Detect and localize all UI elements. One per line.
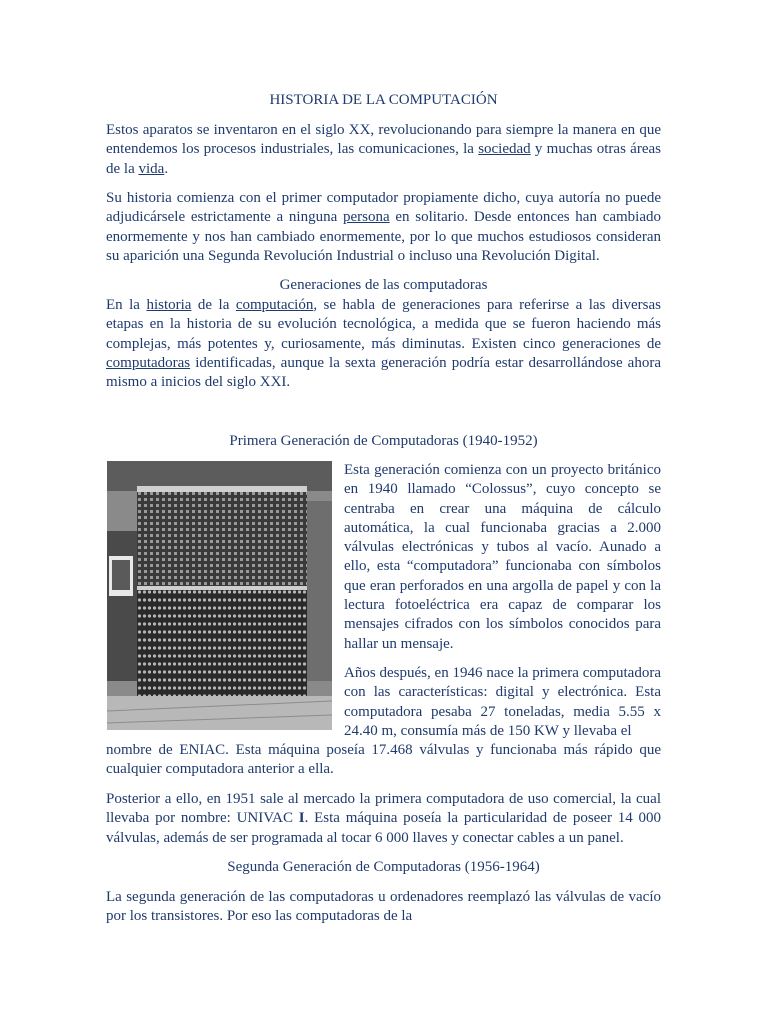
link-vida[interactable]: vida [138,160,165,177]
section-heading-primera-generacion: Primera Generación de Computadoras (1940-1952) [229,433,538,449]
text: Estos aparatos se inventaron en el siglo XX, revolucionando para siempre la manera en que entendemos los procesos industriales, las comunicaciones, la [106,122,661,158]
link-persona[interactable]: persona [342,209,390,226]
generations-paragraph [106,296,661,392]
section-heading-segunda-generacion: Segunda Generación de Computadoras (1956-1964) [227,859,540,875]
text: Posterior a ello, en 1951 sale al mercado la primera computadora de uso comercial, la cual llevaba por nombre: UNIVAC [106,791,661,827]
text: . [164,160,169,177]
link-computacion[interactable]: computación [235,297,314,313]
univac-paragraph [106,790,661,848]
text: . Esta máquina poseía la particularidad de poseer 14 000 válvulas, además de ser programada al tocar 6 000 llaves y conectar cables a un panel. [106,810,662,846]
text: identificadas, aunque la sexta generación podría estar desarrollándose ahora mismo a inicios del siglo XXI. [106,354,661,391]
colossus-paragraph: Esta generación comienza con un proyecto británico en 1940 llamado “Colossus”, cuyo concepto se centraba en crear una máquina de cálculo automática, la cual funcionaba gracias a 2.000 válvulas electrónicas y tubos al vacío. Aunado a ello, esta “computadora” funcionaba con símbolos que eran perforados en una argolla de papel y con la lectura fotoeléctrica era capaz de comparar los mensajes cifrados con los símbolos conocidos para hallar un mensaje. [344,462,661,652]
link-historia[interactable]: historia [146,297,192,313]
intro-paragraph [106,121,661,179]
univac-numeral: I [298,810,305,827]
text: en solitario. Desde entonces han cambiado enormemente y nos han cambiado enormemente, por lo que muchos estudiosos consideran su aparición una Segunda Revolución Industrial o incluso una Revolución Digital. [106,209,661,264]
eniac-paragraph-end: nombre de ENIAC. Esta máquina poseía 17.468 válvulas y funcionaba más rápido que cualquier computadora anterior a ella. [106,742,661,778]
text: y muchas otras áreas de la [106,141,661,177]
text: En la [106,297,147,313]
text: , se habla de generaciones para referirse a las diversas etapas en la historia de su evolución tecnológica, a medida que se fueron haciendo más complejas, más potentes y, curiosamente, más diminutas. Existen cinco generaciones de [106,297,661,352]
colossus-computer-photo [107,461,332,730]
link-computadoras[interactable]: computadoras [106,354,191,371]
section-heading-generaciones: Generaciones de las computadoras [279,277,488,293]
document-title: HISTORIA DE LA COMPUTACIÓN [269,92,498,108]
link-sociedad[interactable]: sociedad [478,141,531,158]
text: de la [191,297,236,313]
eniac-paragraph-start: Años después, en 1946 nace la primera computadora con las características: digital y electrónica. Esta computadora pesaba 27 toneladas, media 5.55 x 24.40 m, consumía más de 150 KW y llevaba el [344,665,661,739]
text: Su historia comienza con el primer computador propiamente dicho, cuya autoría no puede adjudicársele estrictamente a ninguna [106,190,661,226]
history-paragraph [106,189,661,266]
second-generation-paragraph: La segunda generación de las computadoras u ordenadores reemplazó las válvulas de vacío por los transistores. Por eso las computadoras de la [106,889,661,925]
